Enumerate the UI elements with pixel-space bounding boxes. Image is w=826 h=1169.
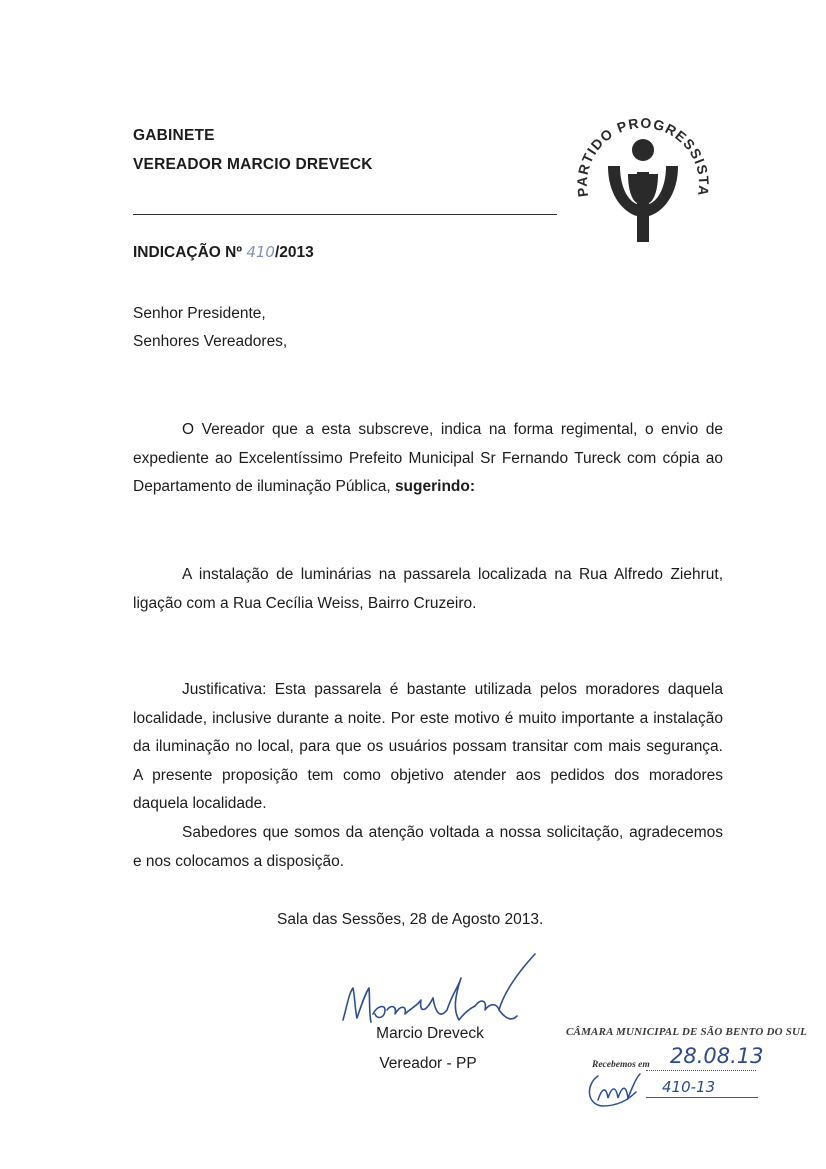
reception-stamp [566, 1026, 808, 1116]
partido-progressista-logo-icon [568, 102, 718, 247]
handwritten-signature [335, 948, 550, 1033]
paragraph-suggestion-text: A instalação de luminárias na passarela localizada na Rua Alfredo Ziehrut, ligação com a Rua Cecília Weiss, Bairro Cruzeiro. [133, 566, 723, 612]
paragraph-justification [133, 676, 723, 819]
session-date-line: Sala das Sessões, 28 de Agosto 2013. [277, 911, 544, 928]
greeting-councilors: Senhores Vereadores, [133, 333, 288, 350]
stamp-protocol-underline [646, 1097, 758, 1098]
paragraph-request-bold: sugerindo: [394, 478, 476, 495]
indicacao-prefix: INDICAÇÃO Nº [133, 244, 242, 261]
stamp-received-date: 28.08.13 [670, 1044, 764, 1068]
indicacao-suffix: /2013 [274, 244, 314, 261]
header-divider [133, 214, 557, 215]
councilor-name-header: VEREADOR MARCIO DREVECK [133, 156, 373, 173]
paragraph-justification-text: Justificativa: Esta passarela é bastante utilizada pelos moradores daquela localidade, inclusive durante a noite. Por este motivo é muito importante a instalação da iluminação no local, para que os usuários possam transitar com mais segurança. A presente proposição tem como objetivo atender aos pedidos dos moradores daquela localidade. [133, 681, 723, 812]
stamp-initials [584, 1070, 654, 1110]
party-logo [568, 102, 718, 247]
signature-name: Marcio Dreveck [376, 1025, 484, 1042]
indicacao-title [133, 243, 314, 262]
paragraph-request [133, 416, 723, 502]
stamp-received-label: Recebemos em [592, 1060, 650, 1070]
office-label: GABINETE [133, 127, 215, 144]
paragraph-closing-text: Sabedores que somos da atenção voltada a nossa solicitação, agradecemos e nos colocamos a disposição. [133, 824, 723, 870]
stamp-protocol-number: 410-13 [662, 1078, 716, 1096]
paragraph-closing [133, 819, 723, 876]
paragraph-suggestion [133, 561, 723, 618]
stamp-title: CÂMARA MUNICIPAL DE SÃO BENTO DO SUL [566, 1026, 808, 1038]
signature-role: Vereador - PP [379, 1055, 477, 1072]
indicacao-number-handwritten: 410 [246, 243, 275, 261]
paragraph-request-text: O Vereador que a esta subscreve, indica na forma regimental, o envio de expediente ao Excelentíssimo Prefeito Municipal Sr Fernando Tureck com cópia ao Departamento de iluminação Pública, [133, 421, 723, 495]
stamp-date-underline [646, 1070, 756, 1071]
logo-arc-text: PARTIDO PROGRESSISTA [573, 114, 713, 199]
greeting-president: Senhor Presidente, [133, 305, 266, 322]
